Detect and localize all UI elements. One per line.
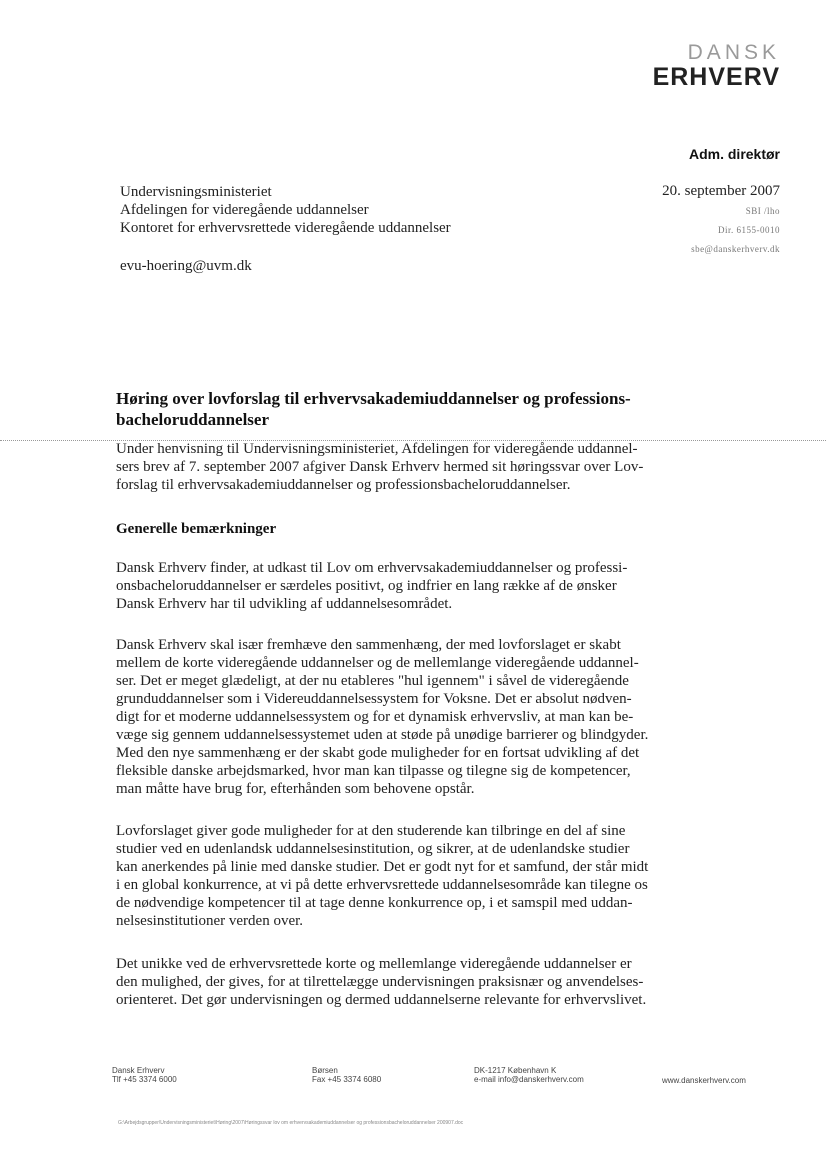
logo-wordmark-top: DANSK (687, 41, 780, 64)
sender-title: Adm. direktør (688, 146, 780, 162)
initials: SBI /lho (745, 206, 780, 216)
contact-email: sbe@danskerhverv.dk (691, 244, 780, 254)
footer-email: e-mail info@danskerhverv.com (474, 1075, 584, 1084)
text-line: fleksible danske arbejdsmarked, hvor man kan tilpasse og tilegne sig de kompetencer, (116, 763, 631, 779)
footer-website: www.danskerhverv.com (662, 1076, 746, 1085)
text-line: man måtte have brug for, efterhånden som behovene opstår. (116, 781, 475, 797)
text-line: nelsesinstitutioner verden over. (116, 913, 304, 929)
recipient-line: Afdelingen for videregående uddannelser (120, 202, 369, 218)
body-paragraph (116, 955, 716, 1009)
body-paragraph (116, 559, 716, 613)
heading-line: bacheloruddannelser (116, 410, 270, 429)
text-line: de nødvendige kompetencer til at tage denne konkurrence op, i et samspil med uddan- (116, 895, 633, 911)
letter-date: 20. september 2007 (662, 183, 780, 199)
text-line: væge sig gennem uddannelsessystemet uden at støde på unødige barrierer og blindgyder. (116, 727, 649, 743)
text-line: Dansk Erhverv finder, at udkast til Lov om erhvervsakademiuddannelser og professi- (116, 560, 628, 576)
text-line: Med den nye sammenhæng er der skabt gode muligheder for en fortsat udvikling af det (116, 745, 640, 761)
recipient-address (120, 183, 540, 237)
footer-org (112, 1066, 177, 1084)
footer-address (312, 1066, 381, 1084)
text-line: forslag til erhvervsakademiuddannelser og professionsbacheloruddannelser. (116, 477, 571, 493)
text-line: Under henvisning til Undervisningsministeriet, Afdelingen for videregående uddannel- (116, 441, 638, 457)
text-line: Lovforslaget giver gode muligheder for at den studerende kan tilbringe en del af sine (116, 823, 626, 839)
recipient-email: evu-hoering@uvm.dk (120, 258, 252, 274)
text-line: orienteret. Det gør undervisningen og dermed uddannelserne relevante for erhvervslivet. (116, 992, 647, 1008)
footer-postal: DK-1217 København K (474, 1066, 557, 1075)
body-paragraph (116, 636, 716, 798)
recipient-line: Kontoret for erhvervsrettede videregående uddannelser (120, 220, 451, 236)
footer-contact (474, 1066, 584, 1084)
intro-paragraph (116, 440, 716, 494)
logo-wordmark: ERHVERV (652, 63, 780, 91)
text-line: Dansk Erhverv skal især fremhæve den sammenhæng, der med lovforslaget er skabt (116, 637, 621, 653)
text-line: ser. Det er meget glædeligt, at der nu etableres "hul igennem" i såvel de videregående (116, 673, 629, 689)
footer-street: Børsen (312, 1066, 338, 1075)
text-line: mellem de korte videregående uddannelser og de mellemlange videregående uddannel- (116, 655, 639, 671)
body-paragraph (116, 822, 716, 930)
text-line: onsbacheloruddannelser er særdeles positivt, og indfrier en lang række af de ønsker (116, 578, 617, 594)
heading-line: Høring over lovforslag til erhvervsakademiuddannelser og professions- (116, 389, 631, 408)
text-line: kan anerkendes på linie med danske studier. Det er godt nyt for et samfund, der står midt (116, 859, 649, 875)
direct-phone: Dir. 6155-0010 (718, 225, 780, 235)
text-line: digt for et moderne uddannelsessystem og for et dynamisk erhvervsliv, at man kan be- (116, 709, 634, 725)
letter-heading (116, 388, 716, 430)
recipient-line: Undervisningsministeriet (120, 184, 272, 200)
text-line: sers brev af 7. september 2007 afgiver Dansk Erhverv hermed sit høringssvar over Lov- (116, 459, 644, 475)
footer-fax: Fax +45 3374 6080 (312, 1075, 382, 1084)
text-line: den mulighed, der gives, for at tilrettelægge undervisningen praksisnær og anvendelses- (116, 974, 644, 990)
text-line: studier ved en udenlandsk uddannelsesinstitution, og sikrer, at de udenlandske studier (116, 841, 630, 857)
footer-phone: Tlf +45 3374 6000 (112, 1075, 177, 1084)
text-line: i en global konkurrence, at vi på dette erhvervsrettede uddannelsesområde kan tilegne os (116, 877, 648, 893)
footer-org-name: Dansk Erhverv (112, 1066, 165, 1075)
text-line: Dansk Erhverv har til udvikling af uddannelsesområdet. (116, 596, 453, 612)
document-file-path: G:\Arbejdsgrupper\Undervisningsministeriet\Høring\2007\Høringssvar lov om erhvervsakademiuddannelser og professionsbacheloruddannelser 200907.doc (118, 1120, 464, 1126)
text-line: Det unikke ved de erhvervsrettede korte og mellemlange videregående uddannelser er (116, 956, 632, 972)
text-line: grunduddannelser som i Videreuddannelsessystem for Voksne. Det er absolut nødven- (116, 691, 632, 707)
section-subheading: Generelle bemærkninger (116, 521, 277, 537)
